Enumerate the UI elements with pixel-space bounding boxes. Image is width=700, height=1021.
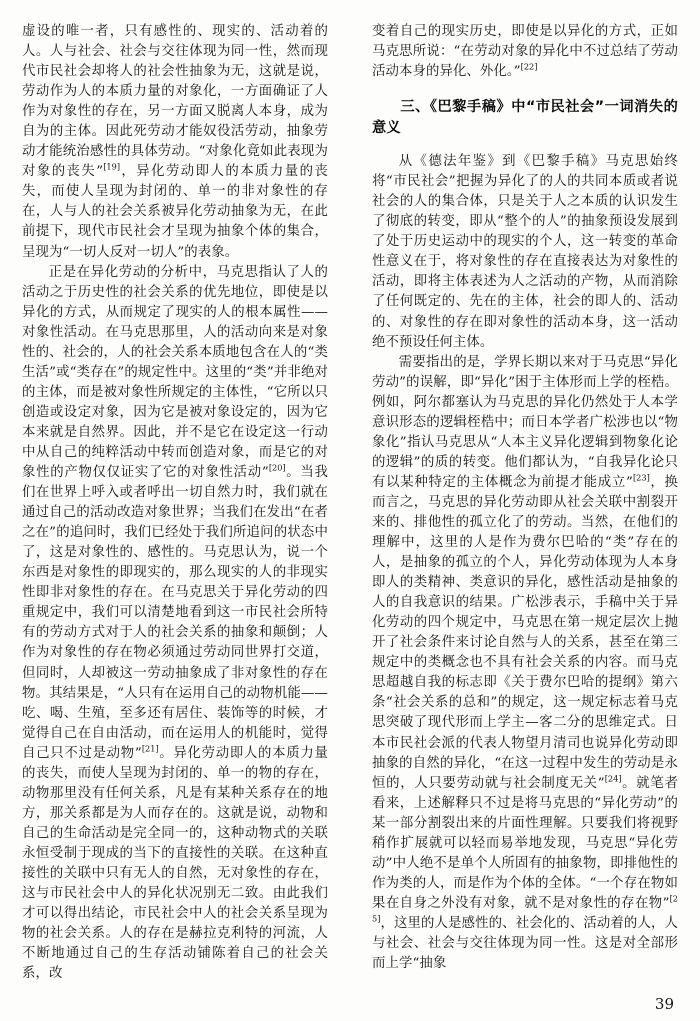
paragraph-text: 需要指出的是，学界长期以来对于马克思“异化劳动”的误解，即“异化”困于主体形而上学的桎梏。例如，阿尔都塞认为马克思的异化仍然处于人本学意识形态的逻辑桎梏中；而日本学者广松涉也以“物象化”指认马克思从“人本主义异化逻辑到物象化论的逻辑”的质的转变。他们都认为，“自我异化论只有以某种特定的主体概念为前提才能成立” xyxy=(372,354,678,490)
paragraph-alienated-labor-analysis xyxy=(22,263,328,985)
citation-reference: [25] xyxy=(372,893,678,924)
paragraph-text-after-3: ，这里的人是感性的、社会化的、活动着的人，人与社会、社会与交往体现为同一性。这是对全部形而上学“抽象 xyxy=(372,915,678,972)
right-column xyxy=(372,22,678,982)
two-column-body xyxy=(0,22,700,982)
paragraph-text-after: 。当我们在世界上呼入或者呼出一切自然力时，我们就在通过自己的活动改造对象世界；当我们在发出“在者之在”的追问时，我们已经处于我们所追问的状态中了，这是对象性的、感性的。马克思认为，说一个东西是对象性的即现实的，那么现实的人的非现实性即非对象性的存在。在马克思关于异化劳动的四重规定中，我们可以清楚地看到这一市民社会所特有的劳动方式对于人的社会关系的抽象和颠倒；人作为对象性的存在物必须通过劳动同世界打交道，但同时，人却被这一劳动抽象成了非对象性的存在物。其结果是，“人只有在运用自己的动物机能——吃、喝、生殖，至多还有居住、装饰等的时候，才觉得自己在自由活动，而在运用人的机能时，觉得自己只不过是动物” xyxy=(22,465,328,761)
citation-reference: [21] xyxy=(141,743,159,754)
paragraph-text: 变着自己的现实历史，即使是以异化的方式，正如马克思所说：“在劳动对象的异化中不过总结了劳动活动本身的异化、外化。” xyxy=(372,24,678,80)
citation-reference: [20] xyxy=(268,462,286,473)
paragraph-continued-top-right xyxy=(372,22,678,82)
citation-reference: [19] xyxy=(103,161,121,172)
paragraph-continued-top-left xyxy=(22,22,328,263)
left-column xyxy=(22,22,328,982)
paragraph-text: 虚设的唯一者，只有感性的、现实的、活动着的人。人与社会、社会与交往体现为同一性，然而现代市民社会却将人的社会性抽象为无，这就是说，劳动作为人的本质力量的对象化，一方面确证了人作为对象性的存在，另一方面又脱离人本身，成为自为的主体。因此死劳动才能奴役活劳动，抽象劳动才能统治感性的具体劳动。“对象化竟如此表现为对象的丧失” xyxy=(22,24,328,180)
paragraph-text: 正是在异化劳动的分析中，马克思指认了人的活动之于历史性的社会关系的优先地位，即使是以异化的方式，从而规定了现实的人的根本属性——对象性活动。在马克思那里，人的活动向来是对象性的、社会的，人的社会关系本质地包含在人的“类生活”或“类存在”的规定性中。这里的“类”并非绝对的主体，而是被对象性所规定的主体性，“它所以只创造或设定对象，因为它是被对象设定的，因为它本来就是自然界。因此，并不是它在设定这一行动中从自己的纯粹活动中转而创造对象，而是它的对象性的产物仅仅证实了它的对象性活动” xyxy=(22,264,328,481)
paragraph-civil-society-grasp xyxy=(372,152,678,352)
citation-reference: [24] xyxy=(604,773,622,784)
paragraph-text: 从《德法年鉴》到《巴黎手稿》马克思始终将“市民社会”把握为异化了的人的共同本质或者说社会的人的集合体，只是关于人之本质的认识发生了彻底的转变，即从“整个的人”的抽象预设发展到了处于历史运动中的现实的个人，这一转变的革命性意义在于，将对象性的存在直接表达为对象性的活动，即将主体表述为人之活动的产物，从而消除了任何既定的、先在的主体，社会的即人的、活动的、对象性的存在即对象性的活动本身，这一活动绝不预设任何主体。 xyxy=(372,154,678,350)
paragraph-scholarly-misreading xyxy=(372,353,678,974)
paragraph-text-after-2: 。异化劳动即人的本质力量的丧失，而使人呈现为封闭的、单一的物的存在，动物那里没有任何关系，凡是有某种关系存在的地方，那关系都是为人而存在的。这就是说，动物和自己的生命活动是完全同一的，这种动物式的关联永恒受制于现成的当下的直接性的关联。在这种直接性的关联中只有无人的自然，无对象性的存在，这与市民社会中人的异化状况别无二致。由此我们才可以得出结论，市民社会中人的社会关系呈现为物的社会关系。人的存在是赫拉克利特的河流，人不断地通过自己的生存活动铺陈着自己的社会关系，改 xyxy=(22,745,328,982)
paragraph-text-after-2: 。就笔者看来，上述解释只不过是将马克思的“异化劳动”的某一部分割裂出来的片面性理解。只要我们将视野稍作扩展就可以轻而易举地发现，马克思“异化劳动”中人绝不是单个人所固有的抽象物，即排他性的作为类的人，而是作为个体的全体。“一个存在物如果在自身之外没有对象，就不是对象性的存在物” xyxy=(372,775,678,911)
section-heading-3: 三、《巴黎手稿》中“市民社会”一词消失的意义 xyxy=(372,99,678,137)
citation-reference: [22] xyxy=(520,61,538,72)
paragraph-text-after: ，异化劳动即人的本质力量的丧失，而使人呈现为封闭的、单一的非对象性的存在，人与人的社会关系被异化劳动抽象为无，在此前提下，现代市民社会才呈现为抽象个体的集合，呈现为“一切人反对一切人”的表象。 xyxy=(22,164,328,260)
citation-reference: [23] xyxy=(632,472,650,483)
page-number: 39 xyxy=(654,995,674,1013)
paragraph-text-after: ，换而言之，马克思的异化劳动即从社会关联中割裂开来的、排他性的孤立化了的劳动。当然，在他们的理解中，这里的人是作为费尔巴哈的“类”存在的人，是抽象的孤立的个人，异化劳动体现为人本身即人的类精神、类意识的异化，感性活动是抽象的人的自我意识的结果。广松涉表示，手稿中关于异化劳动的四个规定中，马克思在第一规定层次上抛开了社会条件来讨论自然与人的关系，甚至在第三规定中的类概念也不具有社会关系的内容。而马克思超越自我的标志即《关于费尔巴哈的提纲》第六条“社会关系的总和”的规定，这一规定标志着马克思突破了现代形而上学主—客二分的思维定式。日本市民社会派的代表人物望月清司也说异化劳动即抽象的自然的异化，“在这一过程中发生的劳动是永恒的，人只要劳动就与社会制度无关” xyxy=(372,474,679,791)
